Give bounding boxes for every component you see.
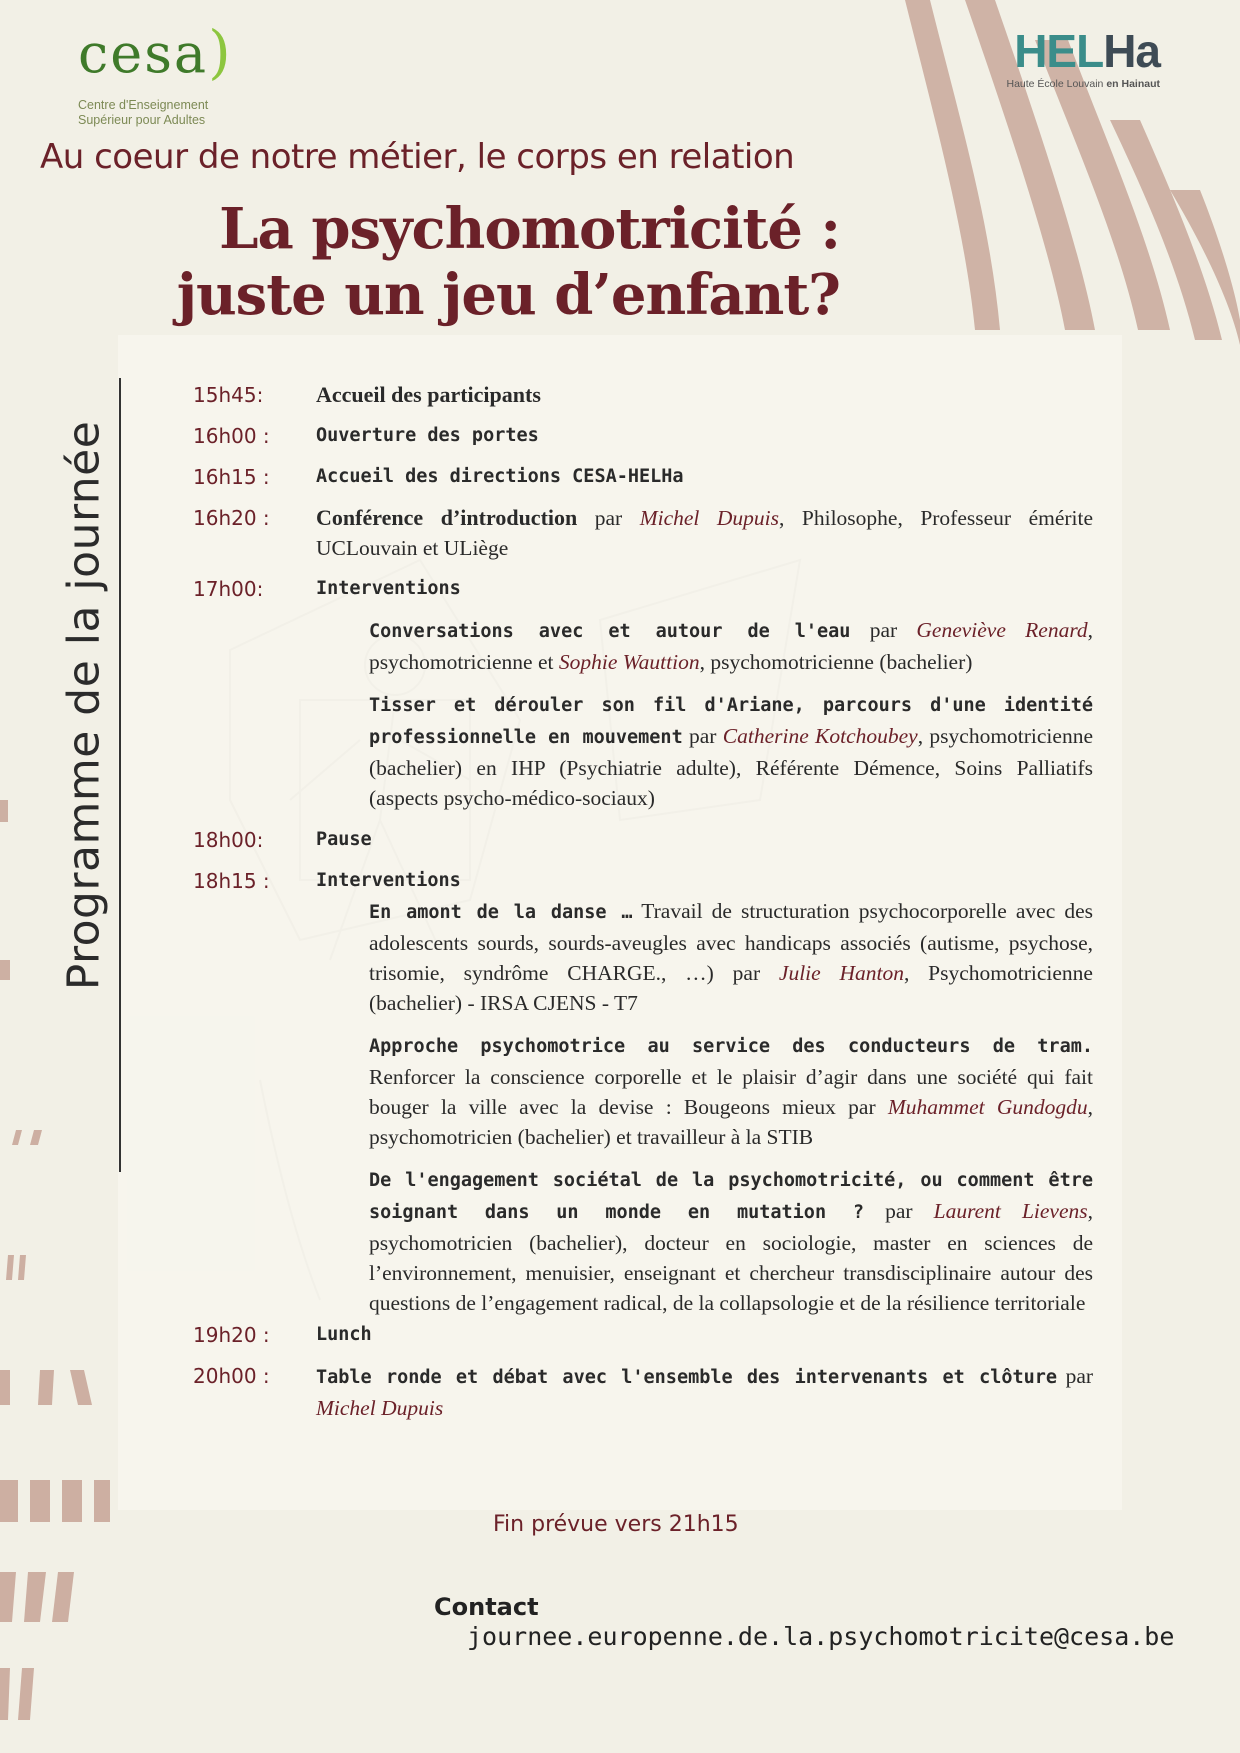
speaker-name: Laurent Lievens (933, 1199, 1088, 1223)
page-title (177, 196, 840, 328)
schedule-time: 16h20 : (193, 506, 270, 530)
schedule-time: 15h45: (193, 383, 264, 407)
schedule-item (193, 574, 1093, 604)
side-heading-text: Programme de la journée (58, 420, 110, 990)
speaker-name: Julie Hanton (778, 961, 904, 985)
speaker-name: Michel Dupuis (316, 1396, 444, 1420)
talk-title: Tisser et dérouler son fil d'Ariane, parcours d'une identité professionnelle en mouvement (369, 695, 1093, 748)
tagline: Au coeur de notre métier, le corps en relation (40, 137, 795, 177)
cesa-logo-word: cesa) (78, 18, 233, 86)
schedule-label: Accueil des participants (316, 382, 541, 407)
talk-item: De l'engagement sociétal de la psychomotricité, ou comment être soignant dans un monde en mutation ? par Laurent Lievens, psychomotricien (bachelier), docteur en sociologie, master en sciences de l’environnement, menuisier, enseignant et chercheur transdisciplinaire autour des questions de l’engagement radical, de la collapsologie et de la résilience territoriale (369, 1170, 1094, 1315)
schedule-item (193, 866, 1093, 896)
schedule-item (193, 503, 1093, 563)
talk-title: En amont de la danse … (369, 902, 633, 923)
cesa-subtitle-line2: Supérieur pour Adultes (78, 113, 206, 127)
talk-item: Conversations avec et autour de l'eau par Geneviève Renard, psychomotricienne et Sophie Wauttion, psychomotricienne (bachelier) (369, 618, 1094, 674)
helha-logo-word: HELHa (1014, 25, 1160, 77)
schedule-item (193, 380, 1093, 410)
schedule-time: 18h15 : (193, 869, 270, 893)
talk-item: Approche psychomotrice au service des conducteurs de tram. Renforcer la conscience corporelle et le plaisir d’agir dans une société qui fait bouger la ville avec la devise : Bougeons mieux par Muhammet Gundogdu, psychomotricien (bachelier) et travailleur à la STIB (369, 1036, 1094, 1149)
schedule-label: Interventions (316, 578, 461, 599)
talk-item: En amont de la danse … Travail de structuration psychocorporelle avec des adolescents sourds, sourds-aveugles avec handicaps associés (autisme, psychose, trisomie, syndrôme CHARGE., …) par Julie Hanton, Psychomotricienne (bachelier) - IRSA CJENS - T7 (369, 899, 1093, 1015)
speaker-name: Sophie Wauttion (558, 650, 700, 674)
schedule-item (193, 1320, 1093, 1350)
schedule-description: Table ronde et débat avec l'ensemble des intervenants et clôture par Michel Dupuis (316, 1364, 1094, 1420)
schedule-description: Conférence d’introduction par Michel Dupuis, Philosophe, Professeur émérite UCLouvain et ULiège (316, 505, 1094, 560)
page-title-line1: La psychomotricité : (219, 196, 840, 262)
schedule (193, 380, 1093, 1423)
schedule-label: Accueil des directions CESA-HELHa (316, 466, 684, 487)
contact-label: Contact (434, 1593, 539, 1621)
schedule-time: 19h20 : (193, 1323, 270, 1347)
end-note: Fin prévue vers 21h15 (493, 1512, 739, 1537)
contact-email: journee.europenne.de.la.psychomotricite@cesa.be (467, 1622, 1175, 1651)
schedule-label: Interventions (316, 870, 461, 891)
page-title-line2: juste un jeu d’enfant? (176, 262, 840, 328)
helha-logo-subtitle: Haute École Louvain en Hainaut (1006, 78, 1160, 90)
schedule-label: Table ronde et débat avec l'ensemble des intervenants et clôture (316, 1367, 1058, 1388)
schedule-time: 18h00: (193, 828, 264, 852)
schedule-item (193, 1361, 1093, 1423)
cesa-logo-subtitle (78, 98, 238, 128)
speaker-name: Muhammet Gundogdu (887, 1095, 1088, 1119)
speaker-name: Geneviève Renard (916, 618, 1088, 642)
talk-title: Conversations avec et autour de l'eau (369, 621, 851, 642)
talk-title: Approche psychomotrice au service des conducteurs de tram. (369, 1036, 1093, 1057)
schedule-label: Lunch (316, 1324, 372, 1345)
schedule-label: Ouverture des portes (316, 425, 539, 446)
schedule-label: Pause (316, 829, 372, 850)
cesa-subtitle-line1: Centre d'Enseignement (78, 98, 209, 112)
speaker-name: Catherine Kotchoubey (722, 724, 918, 748)
schedule-item (193, 421, 1093, 451)
speaker-name: Michel Dupuis (639, 506, 780, 530)
schedule-time: 20h00 : (193, 1364, 270, 1388)
schedule-label: Conférence d’introduction (316, 505, 578, 530)
side-heading (44, 380, 124, 1030)
schedule-time: 16h00 : (193, 424, 270, 448)
schedule-item (193, 825, 1093, 855)
talk-title: De l'engagement sociétal de la psychomotricité, ou comment être soignant dans un monde en mutation ? (369, 1170, 1093, 1223)
talk-item: Tisser et dérouler son fil d'Ariane, parcours d'une identité professionnelle en mouvement par Catherine Kotchoubey, psychomotricienne (bachelier) en IHP (Psychiatrie adulte), Référente Démence, Soins Palliatifs (aspects psycho-médico-sociaux) (369, 695, 1093, 810)
schedule-item (193, 462, 1093, 492)
cesa-logo (78, 18, 238, 128)
schedule-time: 16h15 : (193, 465, 270, 489)
schedule-time: 17h00: (193, 577, 264, 601)
helha-logo (1006, 25, 1160, 90)
side-divider (119, 378, 121, 1172)
